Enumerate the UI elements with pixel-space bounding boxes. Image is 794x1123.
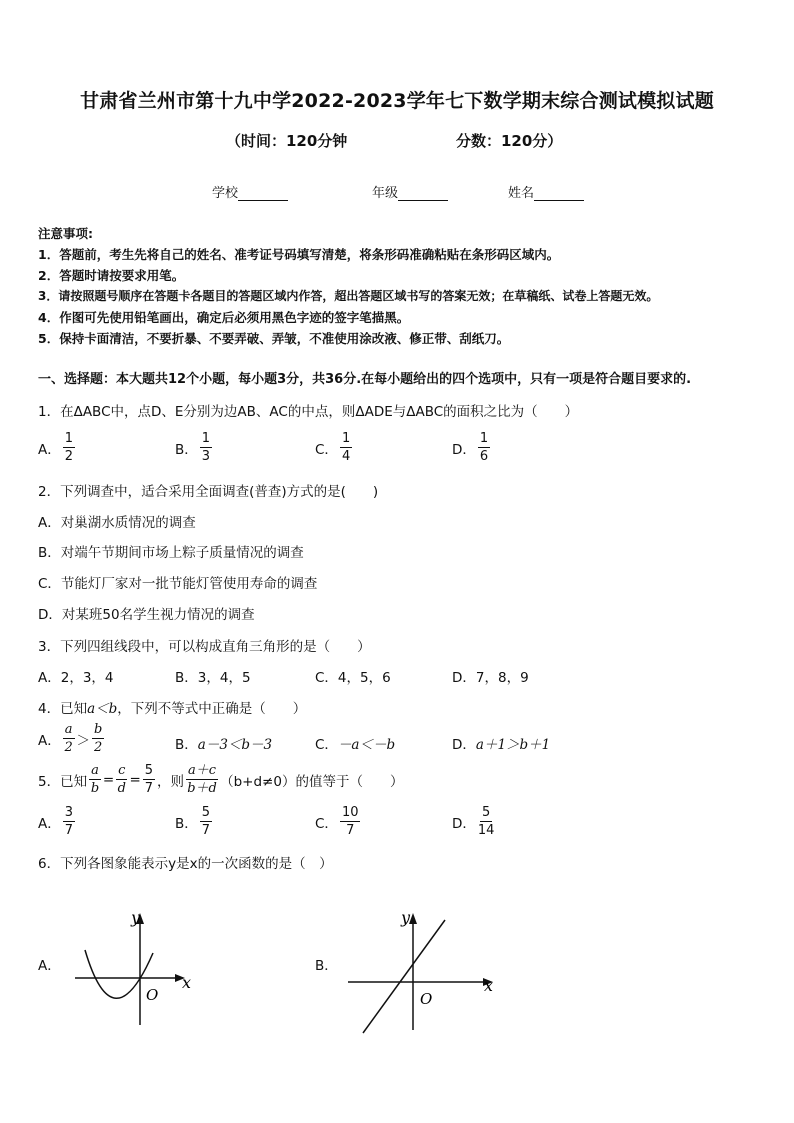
name-field[interactable] xyxy=(508,182,584,201)
q2-option-b[interactable]: B．对端午节期间市场上粽子质量情况的调查 xyxy=(38,545,304,561)
question-6-stem: 6．下列各图象能表示y是x的一次函数的是（ ） xyxy=(38,856,333,872)
name-blank[interactable] xyxy=(534,187,584,201)
origin-label: O xyxy=(420,990,433,1008)
school-label: 学校 xyxy=(212,186,239,201)
q5-option-c[interactable]: C． $\frac{10}{7}$ xyxy=(315,805,359,838)
question-2-stem: 2．下列调查中，适合采用全面调查(普查)方式的是( ) xyxy=(38,484,379,500)
q3-option-b[interactable]: B．3，4，5 xyxy=(175,670,251,686)
school-blank[interactable] xyxy=(238,187,288,201)
q6-graph-a[interactable] xyxy=(75,905,195,1030)
q2-option-a[interactable]: A．对巢湖水质情况的调查 xyxy=(38,515,196,531)
x-label: x xyxy=(484,976,494,995)
grade-blank[interactable] xyxy=(398,187,448,201)
note-item: 2．答题时请按要求用笔。 xyxy=(38,268,185,283)
origin-label: O xyxy=(146,986,159,1004)
score-label: 分数：120分） xyxy=(456,132,563,150)
q2-option-d[interactable]: D．对某班50名学生视力情况的调查 xyxy=(38,607,255,623)
x-label: x xyxy=(182,973,192,992)
q6-graph-b[interactable] xyxy=(345,905,500,1040)
q5-option-d[interactable]: D． $\frac{5}{14}$ xyxy=(452,805,495,838)
q6-option-a-label[interactable]: A． xyxy=(38,958,61,974)
q4-option-c[interactable]: C．－a＜－b xyxy=(315,737,396,753)
linear-function-line xyxy=(363,920,445,1033)
school-field[interactable] xyxy=(212,182,288,201)
grade-field[interactable] xyxy=(372,182,448,201)
q4-option-b[interactable]: B．a－3＜b－3 xyxy=(175,737,273,753)
q5-option-a[interactable]: A． $\frac{3}{7}$ xyxy=(38,805,74,838)
q4-option-a[interactable]: A． $\frac{a}{2}$ ＞ $\frac{b}{2}$ xyxy=(38,722,103,755)
q2-option-c[interactable]: C．节能灯厂家对一批节能灯管使用寿命的调查 xyxy=(38,576,318,592)
y-axis-arrow xyxy=(409,913,417,924)
note-item: 3．请按照题号顺序在答题卡各题目的答题区域内作答，超出答题区域书写的答案无效；在草稿纸、试卷上答题无效。 xyxy=(38,289,659,303)
grade-label: 年级 xyxy=(372,186,399,201)
q6-option-b-label[interactable]: B． xyxy=(315,958,338,974)
question-3-stem: 3．下列四组线段中，可以构成直角三角形的是（ ） xyxy=(38,639,371,655)
exam-title: 甘肃省兰州市第十九中学2022-2023学年七下数学期末综合测试模拟试题 xyxy=(80,90,714,112)
question-4-stem: 4．已知a＜b，下列不等式中正确是（ ） xyxy=(38,701,307,717)
q1-option-a[interactable]: A． $\frac{1}{2}$ xyxy=(38,431,74,464)
question-5-stem: 5．已知 $\frac{a}{b}$ = $\frac{c}{d}$ = $\frac{5}{7}$ ，则 $\frac{a+c}{b+d}$ （b+d≠0）的值等于（ ） xyxy=(38,763,404,796)
q5-option-b[interactable]: B． $\frac{5}{7}$ xyxy=(175,805,211,838)
q3-option-d[interactable]: D．7，8，9 xyxy=(452,670,529,686)
parabola-curve xyxy=(85,950,153,998)
q4-option-d[interactable]: D．a＋1＞b＋1 xyxy=(452,737,551,753)
note-item: 1．答题前，考生先将自己的姓名、准考证号码填写清楚，将条形码准确粘贴在条形码区域内。 xyxy=(38,247,560,262)
question-1-stem: 1．在ΔABC中，点D、E分别为边AB、AC的中点，则ΔADE与ΔABC的面积之比为（ ） xyxy=(38,404,579,420)
q1-option-b[interactable]: B． $\frac{1}{3}$ xyxy=(175,431,211,464)
q3-option-c[interactable]: C．4，5，6 xyxy=(315,670,391,686)
q3-option-a[interactable]: A．2，3，4 xyxy=(38,670,114,686)
q1-option-d[interactable]: D． $\frac{1}{6}$ xyxy=(452,431,489,464)
time-label: （时间：120分钟 xyxy=(226,132,348,150)
notes-heading: 注意事项: xyxy=(38,226,93,241)
note-item: 5．保持卡面清洁，不要折暴、不要弄破、弄皱，不准使用涂改液、修正带、刮纸刀。 xyxy=(38,331,510,346)
name-label: 姓名 xyxy=(508,186,535,201)
y-label: y xyxy=(401,908,411,927)
q1-option-c[interactable]: C． $\frac{1}{4}$ xyxy=(315,431,351,464)
section-heading: 一、选择题：本大题共12个小题，每小题3分，共36分.在每小题给出的四个选项中，只有一项是符合题目要求的. xyxy=(38,372,692,387)
y-label: y xyxy=(131,908,141,927)
note-item: 4．作图可先使用铅笔画出，确定后必须用黑色字迹的签字笔描黑。 xyxy=(38,310,410,325)
